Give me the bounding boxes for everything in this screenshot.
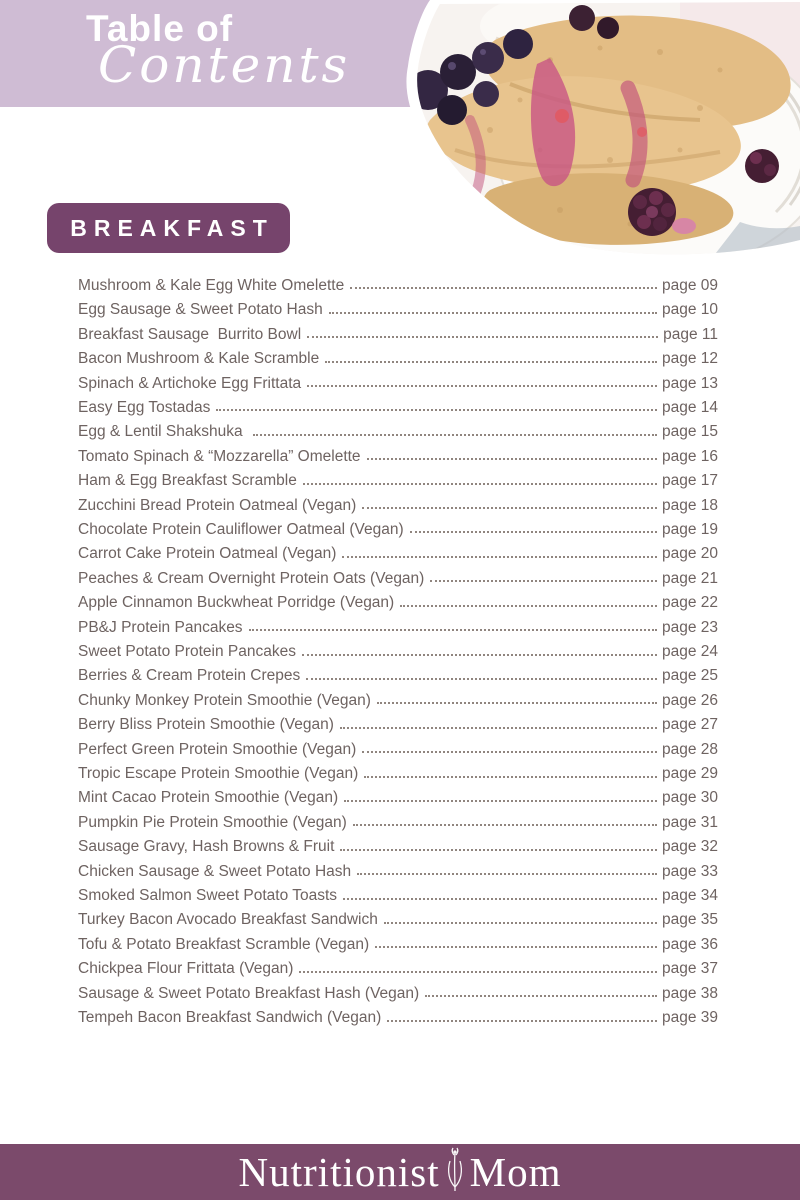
dot-leader	[384, 922, 657, 924]
dot-leader	[362, 507, 657, 509]
recipe-title: Tomato Spinach & “Mozzarella” Omelette	[78, 447, 361, 465]
recipe-title: Chicken Sausage & Sweet Potato Hash	[78, 862, 352, 880]
toc-row[interactable]	[78, 395, 718, 419]
toc-row[interactable]	[78, 346, 718, 370]
recipe-title: Sausage Gravy, Hash Browns & Fruit	[78, 838, 335, 856]
recipe-title: Peaches & Cream Overnight Protein Oats (Vegan)	[78, 569, 425, 587]
page-number: page 29	[661, 765, 718, 783]
recipe-title: Mint Cacao Protein Smoothie (Vegan)	[78, 789, 339, 807]
toc-row[interactable]	[78, 615, 718, 639]
dot-leader	[303, 483, 657, 485]
toc-row[interactable]	[78, 859, 718, 883]
recipe-title: Apple Cinnamon Buckwheat Porridge (Vegan)	[78, 594, 395, 612]
brand-name-second: Mom	[469, 1149, 562, 1195]
recipe-title: Pumpkin Pie Protein Smoothie (Vegan)	[78, 813, 347, 831]
page-number: page 39	[661, 1009, 718, 1027]
brand-name-first: Nutritionist	[238, 1149, 440, 1195]
recipe-title: Turkey Bacon Avocado Breakfast Sandwich	[78, 911, 378, 929]
toc-row[interactable]	[78, 737, 718, 761]
section-badge-breakfast: BREAKFAST	[47, 203, 290, 253]
toc-row[interactable]	[78, 932, 718, 956]
recipe-title: Sausage & Sweet Potato Breakfast Hash (Vegan)	[78, 984, 420, 1002]
page-number: page 10	[661, 301, 718, 319]
toc-row[interactable]	[78, 297, 718, 321]
page-subtitle: Contents	[98, 36, 351, 94]
toc-row[interactable]	[78, 981, 718, 1005]
dot-leader	[425, 995, 657, 997]
recipe-title: Chickpea Flour Frittata (Vegan)	[78, 960, 294, 978]
dot-leader	[329, 312, 657, 314]
toc-row[interactable]	[78, 517, 718, 541]
page-title: Table of	[86, 8, 234, 49]
page-number: page 13	[661, 374, 718, 392]
dot-leader	[302, 654, 657, 656]
recipe-title: Berries & Cream Protein Crepes	[78, 667, 301, 685]
toc-row[interactable]	[78, 761, 718, 785]
toc-list	[78, 273, 718, 1030]
toc-row[interactable]	[78, 908, 718, 932]
page-number: page 32	[661, 838, 718, 856]
recipe-title: Berry Bliss Protein Smoothie (Vegan)	[78, 716, 334, 734]
dot-leader	[377, 702, 657, 704]
recipe-title: Mushroom & Kale Egg White Omelette	[78, 276, 345, 294]
toc-row[interactable]	[78, 566, 718, 590]
page-number: page 09	[661, 276, 718, 294]
toc-row[interactable]	[78, 712, 718, 736]
dot-leader	[306, 678, 657, 680]
page-number: page 30	[661, 789, 718, 807]
dot-leader	[325, 361, 657, 363]
toc-row[interactable]	[78, 468, 718, 492]
recipe-title: Spinach & Artichoke Egg Frittata	[78, 374, 302, 392]
crepes-photo	[400, 0, 800, 258]
recipe-title: Ham & Egg Breakfast Scramble	[78, 472, 297, 490]
page-number: page 26	[661, 691, 718, 709]
toc-row[interactable]	[78, 688, 718, 712]
flower-icon	[442, 1147, 468, 1193]
page-number: page 23	[661, 618, 718, 636]
toc-row[interactable]	[78, 810, 718, 834]
recipe-title: Carrot Cake Protein Oatmeal (Vegan)	[78, 545, 337, 563]
dot-leader	[340, 727, 657, 729]
recipe-title: Chunky Monkey Protein Smoothie (Vegan)	[78, 691, 371, 709]
toc-row[interactable]	[78, 541, 718, 565]
toc-row[interactable]	[78, 956, 718, 980]
dot-leader	[364, 776, 657, 778]
recipe-title: Tropic Escape Protein Smoothie (Vegan)	[78, 765, 359, 783]
toc-row[interactable]	[78, 639, 718, 663]
dot-leader	[367, 458, 657, 460]
page-number: page 11	[663, 325, 718, 343]
page-number: page 14	[661, 398, 718, 416]
footer-bar	[0, 1144, 800, 1200]
recipe-title: PB&J Protein Pancakes	[78, 618, 243, 636]
toc-row[interactable]	[78, 590, 718, 614]
recipe-title: Chocolate Protein Cauliflower Oatmeal (Vegan)	[78, 520, 404, 538]
dot-leader	[216, 409, 657, 411]
dot-leader	[410, 531, 657, 533]
dot-leader	[253, 434, 657, 436]
page-number: page 21	[661, 569, 718, 587]
toc-row[interactable]	[78, 322, 718, 346]
dot-leader	[307, 336, 658, 338]
recipe-title: Egg & Lentil Shakshuka	[78, 423, 247, 441]
dot-leader	[342, 556, 657, 558]
toc-row[interactable]	[78, 664, 718, 688]
page-number: page 12	[661, 350, 718, 368]
toc-row[interactable]	[78, 493, 718, 517]
dot-leader	[249, 629, 657, 631]
page-number: page 36	[661, 935, 718, 953]
toc-row[interactable]	[78, 419, 718, 443]
dot-leader	[343, 898, 657, 900]
page-number: page 31	[661, 813, 718, 831]
dot-leader	[340, 849, 657, 851]
dot-leader	[357, 873, 657, 875]
page-number: page 35	[661, 911, 718, 929]
page-number: page 33	[661, 862, 718, 880]
recipe-title: Tempeh Bacon Breakfast Sandwich (Vegan)	[78, 1009, 382, 1027]
page-number: page 19	[661, 520, 718, 538]
recipe-title: Sweet Potato Protein Pancakes	[78, 643, 296, 660]
toc-row[interactable]	[78, 273, 718, 297]
dot-leader	[344, 800, 657, 802]
page-number: page 17	[661, 472, 718, 490]
toc-row[interactable]	[78, 371, 718, 395]
page-number: page 22	[661, 594, 718, 612]
dot-leader	[430, 580, 657, 582]
page-number: page 15	[661, 423, 718, 441]
dot-leader	[387, 1020, 657, 1022]
recipe-title: Zucchini Bread Protein Oatmeal (Vegan)	[78, 496, 357, 514]
page-number: page 20	[661, 545, 718, 563]
dot-leader	[375, 946, 657, 948]
dot-leader	[400, 605, 657, 607]
recipe-title: Egg Sausage & Sweet Potato Hash	[78, 301, 323, 319]
page-number: page 16	[661, 447, 718, 465]
page-number: page 37	[661, 960, 718, 978]
dot-leader	[299, 971, 657, 973]
page-number: page 28	[661, 740, 718, 758]
toc-row[interactable]	[78, 883, 718, 907]
page-number: page 34	[661, 887, 718, 905]
dot-leader	[307, 385, 657, 387]
recipe-title: Smoked Salmon Sweet Potato Toasts	[78, 887, 338, 905]
page-number: page 25	[661, 667, 718, 685]
recipe-title: Bacon Mushroom & Kale Scramble	[78, 350, 320, 368]
recipe-title: Breakfast Sausage Burrito Bowl	[78, 325, 302, 343]
recipe-title: Perfect Green Protein Smoothie (Vegan)	[78, 740, 357, 758]
toc-row[interactable]	[78, 834, 718, 858]
toc-row[interactable]	[78, 444, 718, 468]
toc-row[interactable]	[78, 786, 718, 810]
dot-leader	[353, 824, 657, 826]
page-number: page 38	[661, 984, 718, 1002]
page-number: page 18	[661, 496, 718, 514]
recipe-title: Tofu & Potato Breakfast Scramble (Vegan)	[78, 935, 370, 953]
dot-leader	[362, 751, 657, 753]
toc-row[interactable]	[78, 1005, 718, 1029]
dot-leader	[350, 287, 657, 289]
page-number: page 24	[661, 643, 718, 660]
page-number: page 27	[661, 716, 718, 734]
recipe-title: Easy Egg Tostadas	[78, 398, 211, 416]
